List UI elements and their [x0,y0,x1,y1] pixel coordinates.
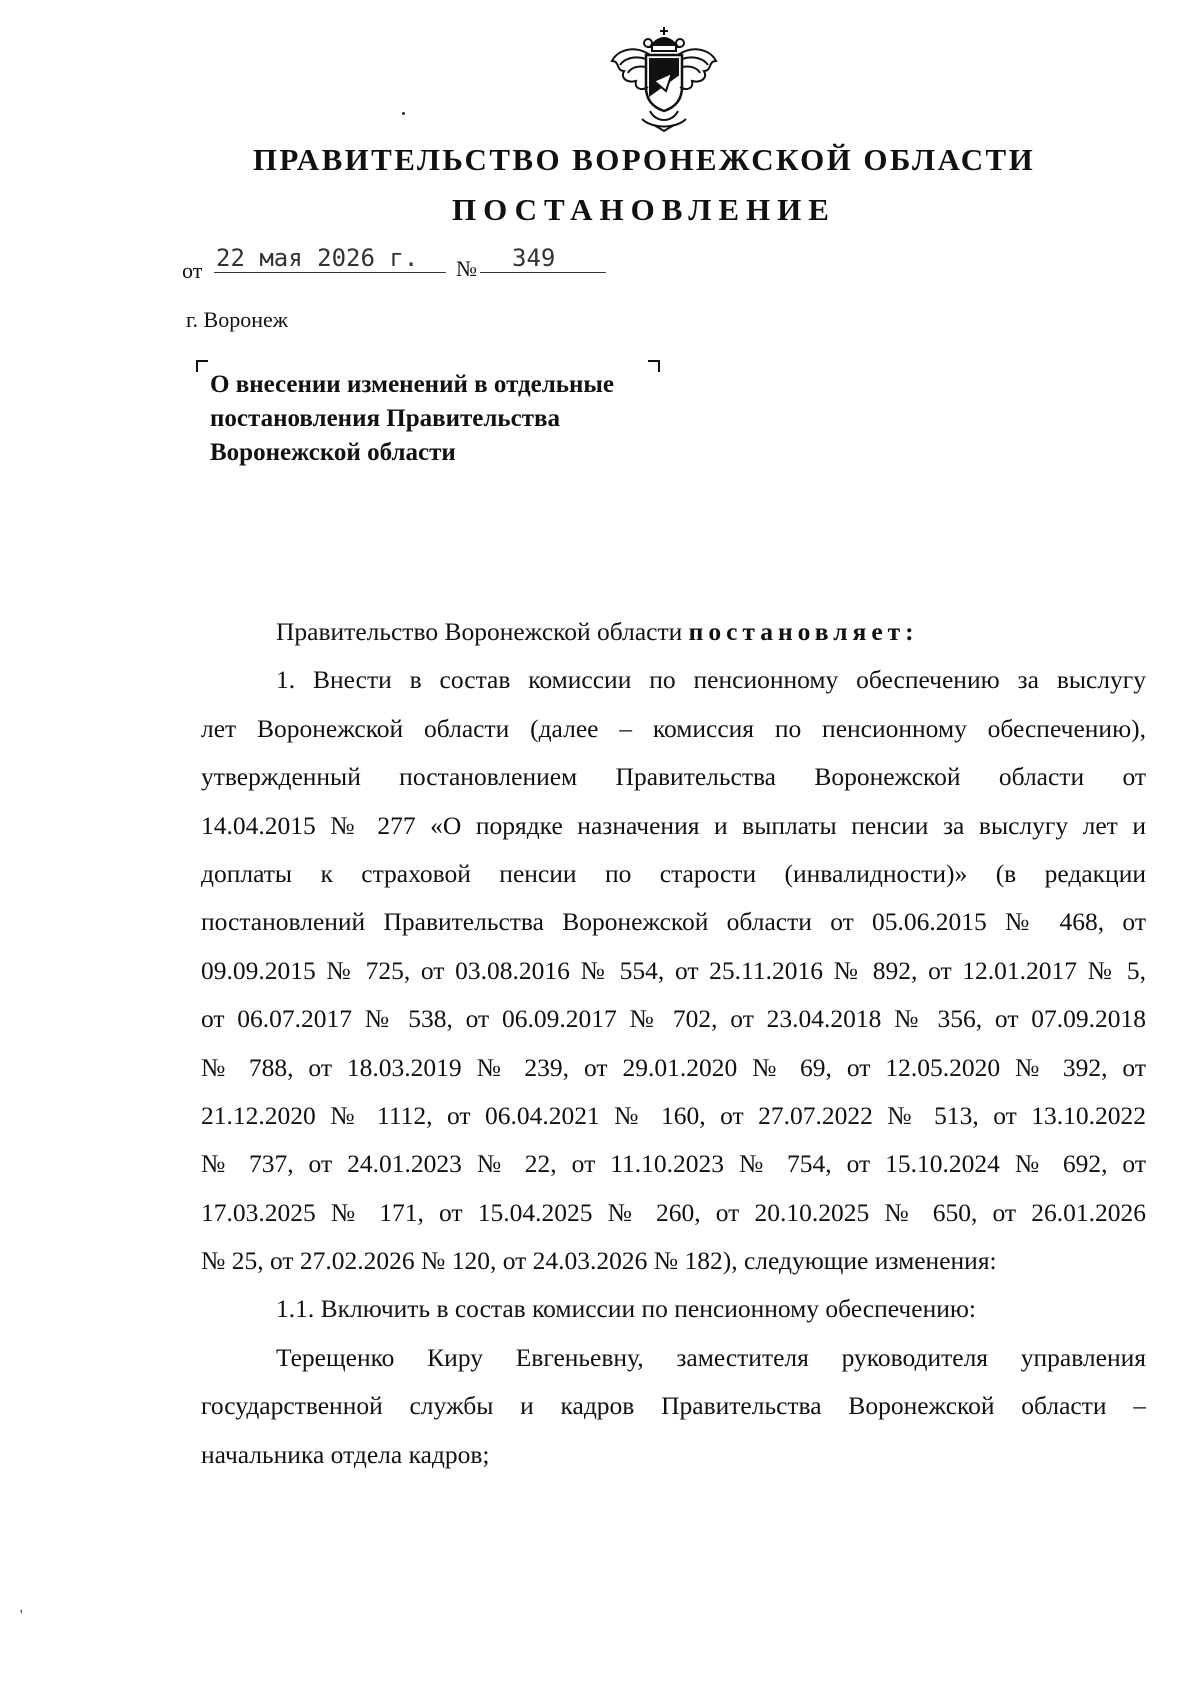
body-line: лет Воронежской области (далее – комиссия по пенсионному обеспечению), [201,713,1146,743]
body-line: от 06.07.2017 № 538, от 06.09.2017 № 702, от 23.04.2018 № 356, от 07.09.2018 [201,1004,1146,1034]
body-line: 1. Внести в состав комиссии по пенсионному обеспечению за выслугу [276,665,1146,695]
number-label: № [456,256,477,281]
subject-line: О внесении изменений в отдельные [210,371,615,398]
city: г. Воронеж [186,307,288,332]
body-line: № 25, от 27.02.2026 № 120, от 24.03.2026 № 182), следующие изменения: [201,1246,997,1276]
preamble-verb: постановляет: [688,617,919,646]
member-line: Терещенко Киру Евгеньевну, заместителя руководителя управления [276,1342,1146,1372]
body-line: 17.03.2025 № 171, от 15.04.2025 № 260, от 20.10.2025 № 650, от 26.01.2026 [201,1197,1146,1227]
preamble-text: Правительство Воронежской области [276,617,689,646]
body-line: постановлений Правительства Воронежской области от 05.06.2015 № 468, от [201,907,1146,937]
member-line: начальника отдела кадров; [201,1439,490,1469]
subitem-1-1: 1.1. Включить в состав комиссии по пенсионному обеспечению: [276,1294,976,1324]
document-subject [210,368,690,470]
body-line: № 788, от 18.03.2019 № 239, от 29.01.2020 № 69, от 12.05.2020 № 392, от [201,1052,1146,1082]
coat-of-arms-icon [606,25,722,133]
body-line: 21.12.2020 № 1112, от 06.04.2021 № 160, от 27.07.2022 № 513, от 13.10.2022 [201,1100,1146,1130]
preamble [201,615,1146,663]
scan-speck [402,112,405,115]
scan-mark: ' [20,1608,23,1623]
body-line: 14.04.2015 № 277 «О порядке назначения и выплаты пенсии за выслугу лет и [201,810,1146,840]
member-line: государственной службы и кадров Правительства Воронежской области – [201,1391,1146,1421]
government-title: ПРАВИТЕЛЬСТВО ВОРОНЕЖСКОЙ ОБЛАСТИ [252,142,1036,177]
document-type: ПОСТАНОВЛЕНИЕ [452,192,836,227]
body-line: № 737, от 24.01.2023 № 22, от 11.10.2023 № 754, от 15.10.2024 № 692, от [201,1149,1146,1179]
subject-line: постановления Правительства [210,405,560,432]
subject-line: Воронежской области [210,439,456,466]
body-line: утвержденный постановлением Правительства Воронежской области от [201,762,1146,792]
date-label: от [182,258,203,283]
body-line: доплаты к страховой пенсии по старости (инвалидности)» (в редакции [201,858,1146,888]
number-value: 349 [512,244,556,272]
number-underline [480,272,606,273]
date-value: 22 мая 2026 г. [216,244,419,272]
body-line: 09.09.2015 № 725, от 03.08.2016 № 554, от 25.11.2016 № 892, от 12.01.2017 № 5, [201,955,1146,985]
date-underline [214,272,446,273]
date-number-line [182,244,668,288]
subject-bracket-left [196,360,208,372]
document-body [201,615,1146,1486]
